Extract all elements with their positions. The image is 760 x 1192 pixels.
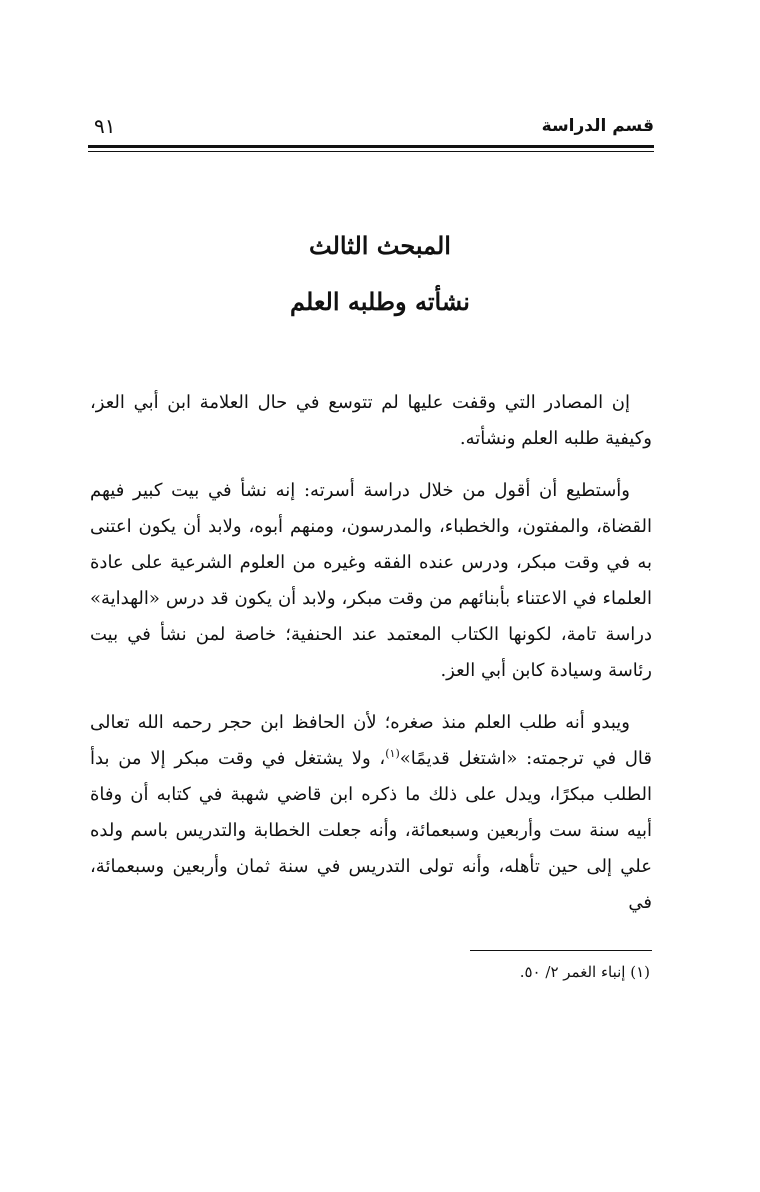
footnote-separator [470, 950, 652, 951]
section-heading: المبحث الثالث [309, 231, 451, 260]
paragraph-with-reference [90, 705, 652, 921]
running-title: قسم الدراسة [541, 116, 654, 136]
paragraph-text: ، ولا يشتغل في وقت مبكر إلا من بدأ الطلب مبكرًا، ويدل على ذلك ما ذكره ابن قاضي شهبة في كتابه أن وفاة أبيه سنة ست وأربعين وسبعمائة، وأنه جعلت الخطابة والتدريس باسم ولده علي إلى حين تأهله، وأنه تولى التدريس في سنة ثمان وأربعين وسبعمائة، في [90, 748, 652, 913]
page-number: ٩١ [94, 114, 116, 138]
section-subheading: نشأته وطلبه العلم [290, 287, 470, 316]
body-text [90, 385, 652, 937]
paragraph-text: ويبدو أنه طلب العلم منذ صغره؛ لأن الحافظ ابن حجر رحمه الله تعالى قال في ترجمته: «اشتغل قديمًا» [90, 712, 653, 769]
header-rule-thick [88, 145, 654, 148]
footnote-reference: (١) [385, 747, 400, 760]
running-head [88, 116, 654, 146]
header-rule-thin [88, 151, 654, 152]
paragraph: وأستطيع أن أقول من خلال دراسة أسرته: إنه نشأ في بيت كبير فيهم القضاة، والمفتون، والخطباء، والمدرسون، ومنهم أبوه، ولابد أن يكون اعتنى به في وقت مبكر، ودرس عنده الفقه وغيره من العلوم الشرعية على عادة العلماء في الاعتناء بأبنائهم من وقت مبكر، ولابد أن يكون قد درس «الهداية» دراسة تامة، لكونها الكتاب المعتمد عند الحنفية؛ خاصة لمن نشأ في بيت رئاسة وسيادة كابن أبي العز. [90, 480, 652, 681]
footnote: (١) إنباء الغمر ٢/ ٥٠. [519, 963, 650, 981]
paragraph: إن المصادر التي وقفت عليها لم تتوسع في حال العلامة ابن أبي العز، وكيفية طلبه العلم ونشأته. [90, 392, 652, 449]
